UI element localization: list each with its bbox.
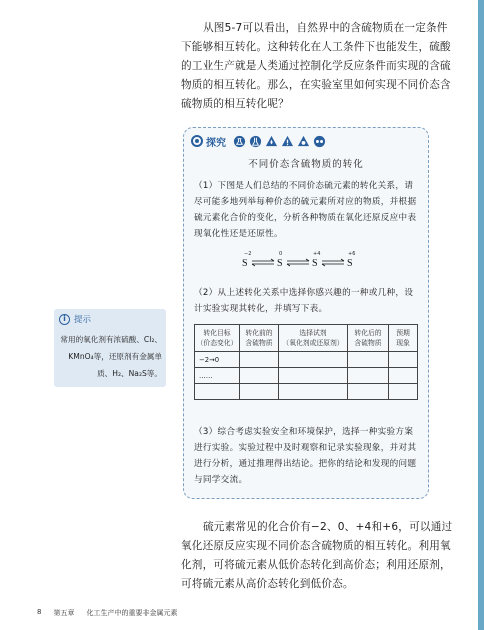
sulfur-species-3: S	[312, 258, 318, 269]
experiment-icon	[233, 135, 246, 148]
explore-step-1: （1）下图是人们总结的不同价态硫元素的转化关系，请尽可能多地列举每种价态的硫元素所对应的物质，并根据硫元素化合价的变化，分析各种物质在氧化还原反应中表现氧化性还是还原性。	[194, 181, 417, 239]
table-cell[interactable]	[279, 384, 348, 400]
goggles-icon	[313, 135, 326, 148]
hint-sidebar	[54, 309, 166, 387]
hint-header	[59, 313, 91, 325]
intro-paragraph: 从图5-7可以看出，自然界中的含硫物质在一定条件下能够相互转化。这种转化在人工条件下也能发生，硫酸的工业生产就是人类通过控制化学反应条件而实现的含硫物质的相互转化。那么，在实验室里如何实现不同价态含硫物质的相互转化呢？	[181, 22, 451, 110]
explore-header	[191, 133, 326, 149]
flask-icon	[249, 135, 262, 148]
explore-title: 不同价态含硫物质的转化	[248, 159, 364, 170]
flame-icon	[265, 135, 278, 148]
table-cell[interactable]	[279, 368, 348, 384]
table-cell: ……	[195, 368, 240, 384]
table-row	[195, 352, 418, 368]
ox-state-3: +4	[313, 251, 321, 257]
equilibrium-arrow-2	[287, 259, 309, 266]
explore-box	[183, 127, 429, 499]
chapter-label: 第五章	[53, 609, 75, 617]
chapter-title: 化工生产中的重要非金属元素	[86, 609, 178, 617]
explore-step-3: （3）综合考虑实验安全和环境保护，选择一种实验方案进行实验。实验过程中及时观察和记录实验现象，并对其进行分析，通过推理得出结论。把你的结论和发现的问题与同学交流。	[194, 427, 417, 485]
table-cell[interactable]	[195, 384, 240, 400]
table-header: 转化前的 含硫物质	[240, 325, 279, 352]
equilibrium-arrow-3	[322, 259, 344, 266]
explore-label: 探究	[206, 137, 226, 149]
ox-state-2: 0	[279, 251, 283, 257]
ox-state-4: +6	[348, 251, 356, 257]
sulfur-species-1: S	[242, 258, 248, 269]
table-header: 转化后的 含硫物质	[348, 325, 389, 352]
table-cell[interactable]	[389, 368, 418, 384]
table-cell[interactable]	[240, 368, 279, 384]
explore-step-2: （2）从上述转化关系中选择你感兴趣的一种或几种，设计实验实现其转化，并填写下表。	[194, 288, 414, 314]
equilibrium-arrow-1	[252, 259, 274, 266]
table-cell[interactable]	[389, 352, 418, 368]
table-cell[interactable]	[348, 384, 389, 400]
hazard-icon	[297, 135, 310, 148]
page-edge-strip	[478, 0, 484, 630]
table-row	[195, 368, 418, 384]
closing-paragraph: 硫元素常见的化合价有−2、0、+4和+6，可以通过氧化还原反应实现不同价态含硫物质的相互转化。利用氧化剂，可将硫元素从低价态转化到高价态；利用还原剂，可将硫元素从高价态转化到低价态。	[181, 521, 453, 590]
warning-icon	[281, 135, 294, 148]
table-cell[interactable]	[348, 368, 389, 384]
table-cell[interactable]	[279, 352, 348, 368]
sulfur-species-2: S	[277, 258, 283, 269]
table-header-row	[195, 325, 418, 352]
page-footer	[37, 608, 177, 618]
table-cell: −2→0	[195, 352, 240, 368]
table-cell[interactable]	[240, 384, 279, 400]
hint-title: 提示	[74, 315, 92, 325]
table-cell[interactable]	[389, 384, 418, 400]
hint-text: 常用的氧化剂有浓硫酸、Cl₂、KMnO₄等，还原剂有金属单质、H₂、Na₂S等。	[60, 335, 162, 378]
page-number: 8	[37, 608, 42, 616]
table-cell[interactable]	[240, 352, 279, 368]
conversion-table	[194, 324, 418, 400]
ox-state-1: −2	[244, 251, 252, 257]
table-header: 选择试剂 （氧化剂或还原剂）	[279, 325, 348, 352]
sulfur-conversion-chain	[242, 249, 372, 271]
target-icon	[191, 135, 203, 147]
table-cell[interactable]	[348, 352, 389, 368]
sulfur-species-4: S	[347, 258, 353, 269]
info-icon: i	[59, 314, 70, 325]
table-header: 转化目标 （价态变化）	[195, 325, 240, 352]
table-row	[195, 384, 418, 400]
table-header: 预期 现象	[389, 325, 418, 352]
